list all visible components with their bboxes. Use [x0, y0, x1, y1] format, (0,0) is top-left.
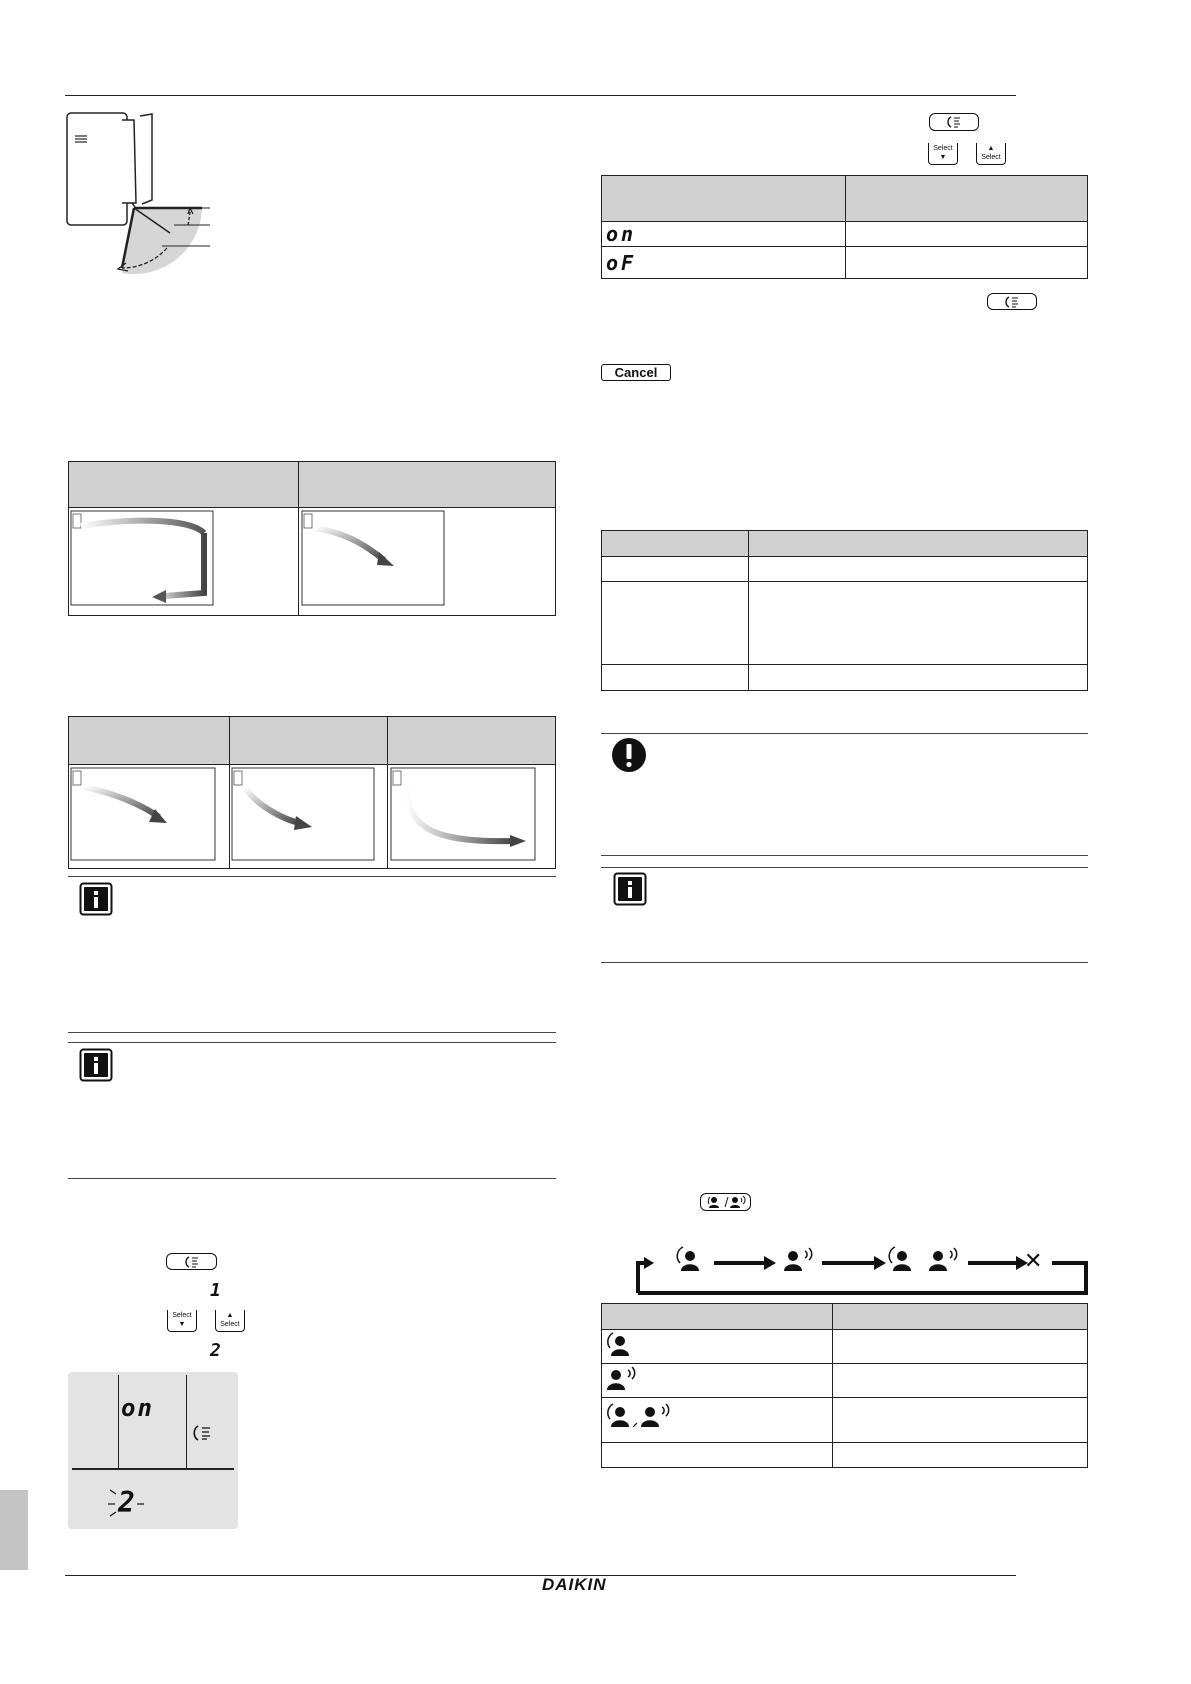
sensor-mode-icon [704, 1195, 748, 1209]
lcd-divider-vertical-2 [186, 1375, 187, 1468]
airflow-table-2col-header-2 [299, 462, 556, 508]
airflow-table-2col [68, 461, 556, 616]
caution-note-top-rule [601, 733, 1088, 734]
person-sensor-icon [605, 1364, 637, 1392]
person-sensor-icon [784, 1248, 812, 1271]
onoff-setting-table [601, 175, 1088, 279]
person-rotate-icon [677, 1247, 699, 1271]
onoff-row-off [602, 247, 846, 279]
right-table-2 [601, 530, 1088, 691]
swing-icon [182, 1255, 202, 1269]
onoff-row-on-desc [846, 222, 1088, 247]
airflow-table-3col-header-3 [388, 717, 556, 765]
right-table-2-header-2 [749, 531, 1088, 557]
lcd-swing-icon [190, 1424, 214, 1442]
info-note-1-top-rule [68, 876, 556, 877]
sensor-mode-row-sensor [602, 1364, 833, 1398]
side-tab [0, 1490, 28, 1570]
lcd-value: on [121, 1394, 154, 1422]
select-up-button[interactable]: ▲ Select [976, 143, 1006, 165]
airflow-cell-a [69, 765, 230, 869]
sensor-mode-table-header-2 [833, 1304, 1088, 1330]
airflow-cell-c [388, 765, 556, 869]
person-rotate-icon [889, 1247, 911, 1271]
onoff-row-on [602, 222, 846, 247]
right-table-2-cell [749, 582, 1088, 665]
swing-button[interactable] [987, 293, 1037, 310]
sensor-mode-row-rotate [602, 1330, 833, 1364]
airflow-table-3col-header-2 [230, 717, 388, 765]
info-note-3-bottom-rule [601, 962, 1088, 963]
airflow-cell-downward [299, 508, 556, 616]
lcd-divider-horizontal [72, 1468, 234, 1470]
info-note-2-top-rule [68, 1042, 556, 1043]
right-table-2-cell [602, 665, 749, 691]
airflow-a-illustration [69, 765, 229, 863]
info-icon [613, 872, 647, 906]
select-down-button[interactable]: Select ▼ [167, 1310, 197, 1332]
person-rotate-and-sensor-icon [605, 1401, 675, 1429]
sensor-mode-row-sensor-desc [833, 1364, 1088, 1398]
code-off: oF [606, 250, 637, 275]
person-rotate-icon [605, 1330, 633, 1358]
person-sensor-icon [929, 1248, 957, 1271]
sensor-mode-row-both-desc [833, 1398, 1088, 1443]
caution-icon [610, 736, 648, 774]
airflow-table-2col-header-1 [69, 462, 299, 508]
step-digit-2: 2 [210, 1340, 221, 1361]
right-table-2-cell [749, 557, 1088, 582]
airflow-table-3col-header-1 [69, 717, 230, 765]
blink-indicator-icon [106, 1480, 146, 1522]
mode-sequence-diagram [630, 1243, 1092, 1295]
info-note-2-bottom-rule [68, 1178, 556, 1179]
airflow-cell-b [230, 765, 388, 869]
right-table-2-cell [749, 665, 1088, 691]
right-table-2-header-1 [602, 531, 749, 557]
swing-button[interactable] [166, 1253, 217, 1270]
airflow-b-illustration [230, 765, 387, 863]
info-note-3-top-rule [601, 867, 1088, 868]
lcd-display [68, 1372, 238, 1529]
louver-angle-diagram [62, 108, 212, 278]
sensor-mode-row-off-desc [833, 1443, 1088, 1468]
onoff-table-header-2 [846, 176, 1088, 222]
info-icon [79, 1048, 113, 1082]
sensor-mode-table [601, 1303, 1088, 1468]
airflow-c-illustration [388, 765, 555, 863]
sensor-mode-row-both [602, 1398, 833, 1443]
sensor-mode-button[interactable] [700, 1193, 751, 1211]
info-note-1-bottom-rule [68, 1032, 556, 1033]
sensor-mode-row-rotate-desc [833, 1330, 1088, 1364]
caution-note-bottom-rule [601, 855, 1088, 856]
sensor-mode-row-off [602, 1443, 833, 1468]
downward-airflow-illustration [299, 508, 554, 610]
onoff-row-off-desc [846, 247, 1088, 279]
step-digit-1: 1 [210, 1280, 221, 1301]
sensor-mode-table-header-1 [602, 1304, 833, 1330]
swing-icon [944, 115, 964, 129]
airflow-table-3col [68, 716, 556, 869]
circulation-airflow-illustration [69, 508, 298, 610]
right-table-2-cell [602, 557, 749, 582]
daikin-logo: DAIKIN [542, 1575, 607, 1594]
select-up-button[interactable]: ▲ Select [215, 1310, 245, 1332]
select-down-button[interactable]: Select ▼ [928, 143, 958, 165]
lcd-blinking-digit: 2 [118, 1486, 135, 1519]
lcd-divider-vertical-1 [118, 1375, 119, 1468]
airflow-cell-circulation [69, 508, 299, 616]
info-icon [79, 882, 113, 916]
sequence-off-symbol: ✕ [1024, 1248, 1043, 1273]
code-on: on [606, 222, 637, 246]
right-table-2-cell [602, 582, 749, 665]
swing-icon [1002, 295, 1022, 309]
cancel-button[interactable]: Cancel [601, 364, 671, 381]
swing-button[interactable] [929, 113, 979, 131]
header-rule [65, 95, 1016, 96]
footer-rule [65, 1575, 1016, 1576]
onoff-table-header-1 [602, 176, 846, 222]
